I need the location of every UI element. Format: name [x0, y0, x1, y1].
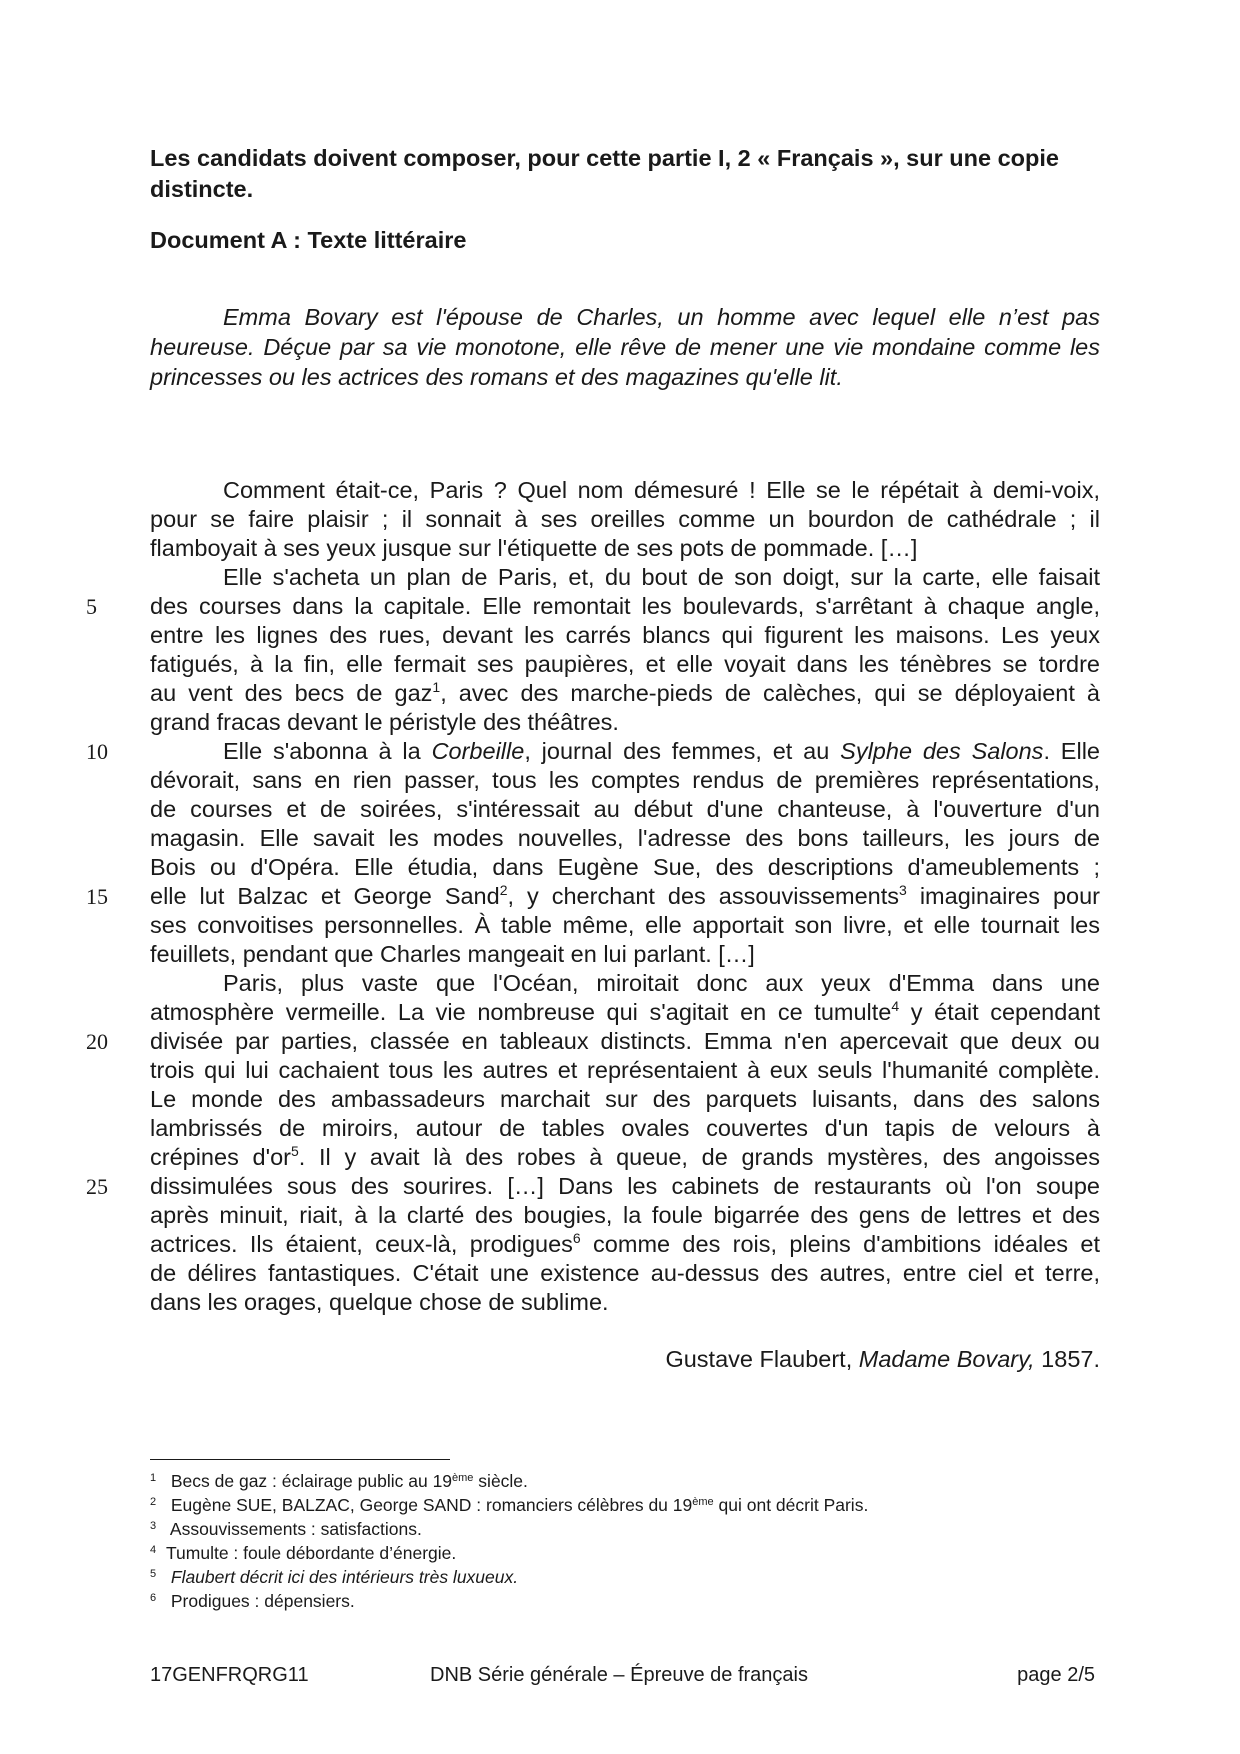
text-line: dans les orages, quelque chose de sublime. — [150, 1289, 609, 1315]
footnote: $^2$ Eugène SUE, BALZAC, George SAND : romanciers célèbres du 19ème qui ont décrit Paris. — [150, 1495, 869, 1515]
footnote: $^1$ Becs de gaz : éclairage public au 19ème siècle. — [150, 1471, 528, 1491]
footnote-ref: 5 — [290, 1143, 299, 1159]
journal-title: Sylphe des Salons — [840, 738, 1044, 764]
document-title: Document A : Texte littéraire — [150, 227, 467, 253]
text-line — [150, 882, 1100, 911]
footnote-divider — [150, 1459, 450, 1460]
text-fragment: au vent des becs de gaz — [150, 680, 433, 706]
text-line: des courses dans la capitale. Elle remontait les boulevards, s'arrêtant à chaque angle, — [150, 593, 1100, 619]
line-number: 25 — [86, 1174, 108, 1199]
text-line: divisée par parties, classée en tableaux distincts. Emma n'en apercevait que deux ou — [150, 1028, 1100, 1054]
text-line: entre les lignes des rues, devant les carrés blancs qui figurent les maisons. Les yeux — [150, 622, 1100, 648]
intro-paragraph: Emma Bovary est l'épouse de Charles, un homme avec lequel elle n’est pas heureuse. Déçue par sa vie monotone, elle rêve de mener une vie mondaine comme les princesses ou les actrices des romans et des magazines qu'elle lit. — [150, 304, 1100, 390]
footnote: $^4$ Tumulte : foule débordante d’énergie. — [150, 1543, 457, 1563]
text-line — [150, 1143, 1100, 1172]
text-line — [150, 998, 1100, 1027]
text-line: fatigués, à la fin, elle fermait ses paupières, et elle voyait dans les ténèbres se tordre — [150, 651, 1100, 677]
attribution — [665, 1344, 1100, 1374]
footer-code: 17GENFRQRG11 — [150, 1664, 309, 1686]
text-fragment: Elle s'abonna à la — [223, 738, 432, 764]
work-title: Madame Bovary, — [858, 1346, 1035, 1372]
text-fragment: . Elle — [1043, 738, 1100, 764]
text-line: Comment était-ce, Paris ? Quel nom démesuré ! Elle se le répétait à demi-voix, — [223, 477, 1100, 503]
text-fragment: actrices. Ils étaient, ceux-là, prodigues — [150, 1231, 573, 1257]
text-line: ses convoitises personnelles. À table même, elle apportait son livre, et elle tournait les — [150, 912, 1100, 938]
text-fragment: atmosphère vermeille. La vie nombreuse qui s'agitait en ce tumulte — [150, 999, 892, 1025]
text-line: Paris, plus vaste que l'Océan, miroitait donc aux yeux d'Emma dans une — [223, 970, 1100, 996]
line-number: 5 — [86, 594, 97, 619]
instructions: Les candidats doivent composer, pour cette partie I, 2 « Français », sur une copie distincte. — [150, 145, 1059, 202]
footnote-ref: 6 — [572, 1230, 581, 1246]
text-line: flamboyait à ses yeux jusque sur l'étiquette de ses pots de pommade. […] — [150, 535, 918, 561]
footnote: $^5$ Flaubert décrit ici des intérieurs très luxueux. — [150, 1567, 519, 1587]
text-fragment: , journal des femmes, et au — [524, 738, 841, 764]
text-line: Le monde des ambassadeurs marchait sur des parquets luisants, dans des salons — [150, 1086, 1100, 1112]
text-line: lambrissés de miroirs, autour de tables ovales couvertes d'un tapis de velours à — [150, 1115, 1100, 1141]
text-line — [150, 737, 1100, 766]
footnote: $^6$ Prodigues : dépensiers. — [150, 1591, 355, 1611]
text-fragment: elle lut Balzac et George Sand — [150, 883, 500, 909]
text-fragment: . Il y avait là des robes à queue, de grands mystères, des angoisses — [298, 1144, 1100, 1170]
line-number: 20 — [86, 1029, 108, 1054]
footer-title: DNB Série générale – Épreuve de français — [430, 1664, 808, 1686]
text-line: pour se faire plaisir ; il sonnait à ses oreilles comme un bourdon de cathédrale ; il — [150, 506, 1100, 532]
text-fragment: , avec des marche-pieds de calèches, qui se déployaient à — [440, 680, 1101, 706]
footnote-ref: 2 — [499, 882, 508, 898]
text-line: trois qui lui cachaient tous les autres et représentaient à eux seuls l'humanité complète. — [150, 1057, 1100, 1083]
journal-title: Corbeille — [431, 738, 525, 764]
text-line: de délires fantastiques. C'était une existence au-dessus des autres, entre ciel et terre, — [150, 1260, 1100, 1286]
text-fragment: comme des rois, pleins d'ambitions idéales et — [580, 1231, 1100, 1257]
text-line: magasin. Elle savait les modes nouvelles, l'adresse des bons tailleurs, les jours de — [150, 825, 1100, 851]
text-fragment: y était cependant — [899, 999, 1100, 1025]
footnotes — [150, 1469, 1150, 1613]
text-line: dévorait, sans en rien passer, tous les comptes rendus de premières représentations, — [150, 767, 1100, 793]
footnote-ref: 4 — [891, 998, 900, 1014]
author-name: Gustave Flaubert, — [665, 1346, 859, 1372]
footnote-ref: 3 — [899, 882, 907, 898]
text-line: feuillets, pendant que Charles mangeait en lui parlant. […] — [150, 941, 755, 967]
footnote-ref: 1 — [432, 679, 441, 695]
line-number: 10 — [86, 739, 108, 764]
text-line: Elle s'acheta un plan de Paris, et, du bout de son doigt, sur la carte, elle faisait — [223, 564, 1100, 590]
text-line: de courses et de soirées, s'intéressait au début d'une chanteuse, à l'ouverture d'un — [150, 796, 1100, 822]
text-line: Bois ou d'Opéra. Elle étudia, dans Eugène Sue, des descriptions d'ameublements ; — [150, 854, 1100, 880]
literary-text — [150, 476, 1100, 1317]
text-fragment: imaginaires pour — [906, 883, 1100, 909]
footer-page-number: page 2/5 — [1017, 1664, 1095, 1686]
text-line — [150, 1230, 1100, 1259]
text-line: dissimulées sous des sourires. […] Dans les cabinets de restaurants où l'on soupe — [150, 1173, 1100, 1199]
text-line — [150, 679, 1100, 708]
line-number: 15 — [86, 884, 108, 909]
text-line: grand fracas devant le péristyle des théâtres. — [150, 709, 619, 735]
footnote: $^3$ Assouvissements : satisfactions. — [150, 1519, 422, 1539]
text-fragment: , y cherchant des assouvissements — [507, 883, 900, 909]
publication-year: 1857. — [1034, 1346, 1100, 1372]
text-fragment: crépines d'or — [150, 1144, 291, 1170]
text-line: après minuit, riait, à la clarté des bougies, la foule bigarrée des gens de lettres et des — [150, 1202, 1100, 1228]
